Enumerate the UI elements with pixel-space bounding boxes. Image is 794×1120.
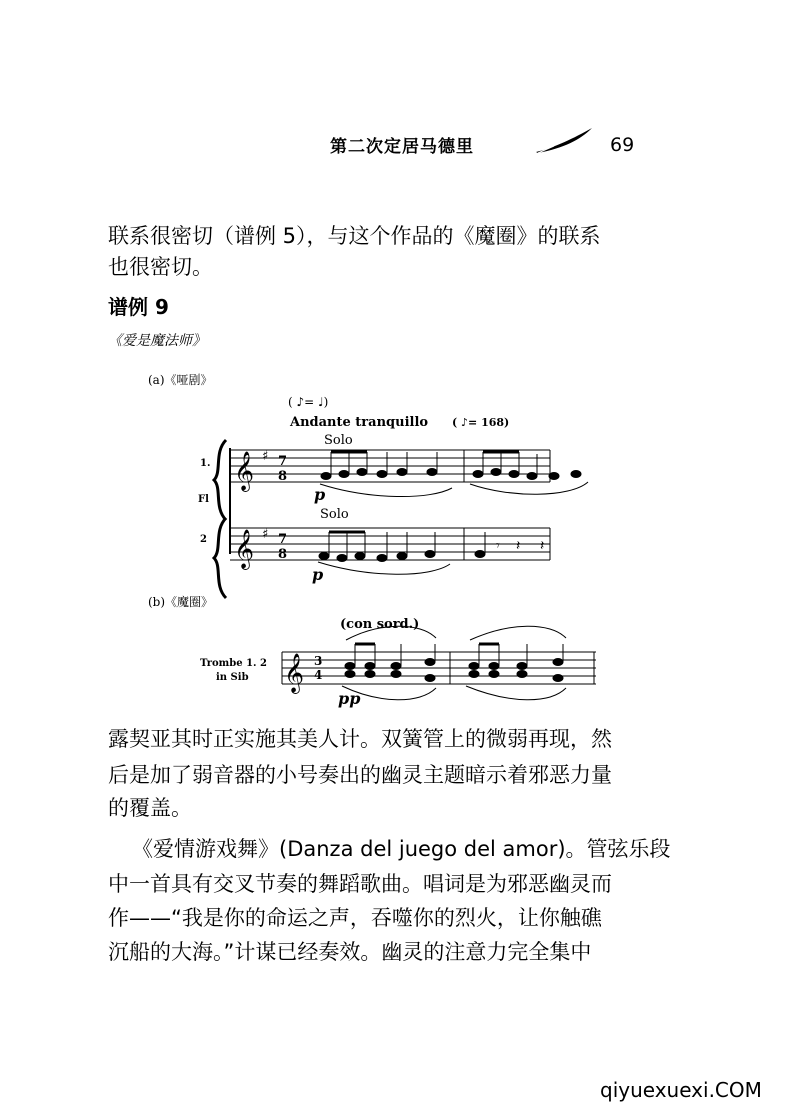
- time-signature: 3: [314, 654, 323, 668]
- tempo-value: ( ♪= 168): [452, 416, 510, 429]
- time-signature: 8: [278, 469, 288, 484]
- time-signature: 8: [278, 547, 288, 562]
- instrument-name: Trombe 1. 2: [200, 658, 267, 669]
- key-signature: ♯: [262, 449, 269, 464]
- tempo-equivalence: ( ♪= ♩): [288, 395, 329, 409]
- part-number: 2: [200, 534, 207, 545]
- brace: [214, 440, 226, 520]
- page-number: 69: [610, 134, 635, 156]
- instrument-name: Fl: [198, 494, 209, 505]
- quarter-rest-icon: 𝄽: [540, 538, 545, 554]
- running-header-title: 第二次定居马德里: [330, 137, 474, 157]
- dynamic-marking: p: [312, 565, 324, 584]
- excerpt-a-label: (a)《哑剧》: [148, 373, 213, 387]
- quarter-rest-icon: 𝄽: [516, 538, 521, 554]
- body-line: 的覆盖。: [108, 796, 192, 820]
- treble-clef-icon: 𝄞: [284, 653, 305, 693]
- time-signature: 7: [278, 532, 288, 547]
- brace: [214, 518, 226, 598]
- key-signature: ♯: [262, 527, 269, 542]
- intro-line: 也很密切。: [108, 255, 213, 279]
- intro-line: 联系很密切（谱例 5），与这个作品的《魔圈》的联系: [108, 224, 601, 248]
- quill-icon: [534, 126, 594, 156]
- eighth-rest-icon: 𝄾: [496, 538, 500, 554]
- body-line: 露契亚其时正实施其美人计。双簧管上的微弱再现，然: [108, 727, 612, 751]
- time-signature: 4: [314, 668, 323, 682]
- example-title: 《爱是魔法师》: [108, 333, 206, 349]
- treble-clef-icon: 𝄞: [234, 529, 255, 569]
- treble-clef-icon: 𝄞: [234, 451, 255, 491]
- example-label: 谱例 9: [108, 295, 169, 319]
- solo-label: Solo: [320, 507, 349, 522]
- watermark: qiyuexuexi.COM: [600, 1078, 762, 1102]
- body-line: 《爱情游戏舞》(Danza del juego del amor)。管弦乐段: [132, 837, 671, 861]
- music-score: [130, 368, 630, 708]
- body-line: 作——“我是你的命运之声，吞噬你的烈火，让你触礁: [108, 906, 602, 930]
- con-sord-marking: (con sord.): [340, 617, 420, 632]
- time-signature: 7: [278, 454, 288, 469]
- instrument-name: in Sib: [216, 672, 249, 683]
- excerpt-b-label: (b)《魔圈》: [148, 595, 214, 609]
- solo-label: Solo: [324, 433, 353, 448]
- tempo-marking: Andante tranquillo: [290, 415, 429, 430]
- dynamic-marking: p: [314, 485, 326, 504]
- body-line: 后是加了弱音器的小号奏出的幽灵主题暗示着邪恶力量: [108, 763, 612, 787]
- part-number: 1.: [200, 458, 211, 469]
- body-line: 中一首具有交叉节奏的舞蹈歌曲。唱词是为邪恶幽灵而: [108, 872, 612, 896]
- staff-trumpets: [282, 652, 596, 684]
- body-line: 沉船的大海。”计谋已经奏效。幽灵的注意力完全集中: [108, 940, 592, 964]
- dynamic-marking: pp: [338, 689, 361, 708]
